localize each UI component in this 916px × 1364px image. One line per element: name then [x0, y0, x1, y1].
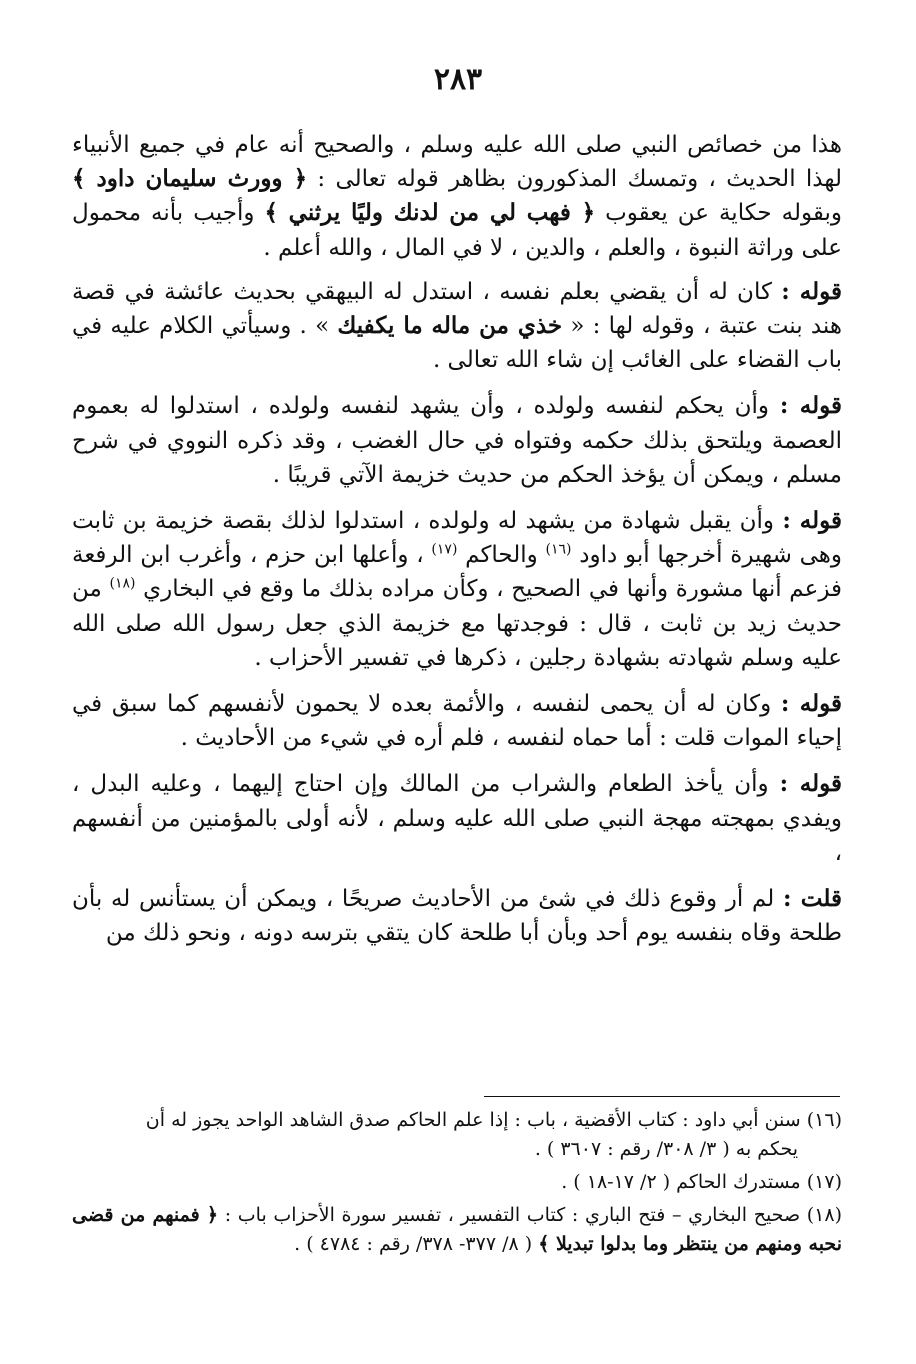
quran-quote: ﴿ وورث سليمان داود ﴾: [72, 165, 308, 193]
paragraph-lead: قوله :: [779, 392, 842, 420]
footnote-text: ( ٨/ ٣٧٧- ٣٧٨/ رقم : ٤٧٨٤ ) .: [294, 1233, 539, 1255]
text-run: » . وسيأتي الكلام عليه في باب القضاء على الغائب إن شاء الله تعالى .: [72, 313, 842, 374]
footnote-18: [72, 1201, 842, 1259]
text-run: وأن يقبل شهادة من يشهد له ولولده ، استدلوا لذلك بقصة خزيمة بن ثابت وهى شهيرة أخرجها أبو داود: [72, 508, 843, 569]
text-run: وكان له أن يحمى لنفسه ، والأئمة بعده لا يحمون لأنفسهم كما سبق في إحياء الموات قلت : أما حماه لنفسه ، فلم أره في شيء من الأحاديث .: [72, 691, 842, 752]
paragraph-lead: قوله :: [780, 690, 842, 718]
page-number: ٢٨٣: [433, 62, 483, 97]
quran-quote: ﴿ فهب لي من لدنك وليًا يرثني ﴾: [264, 199, 596, 227]
text-run: ، وأعلها ابن حزم ، وأغرب ابن الرفعة فزعم أنها مشورة وأنها في الصحيح ، وكأن مراده بذلك ما وقع في البخاري: [72, 542, 843, 603]
text-run: من حديث زيد بن ثابت ، قال : فوجدتها مع خزيمة الذي جعل رسول الله صلى الله عليه وسلم شهادته بشهادة رجلين ، ذكرها في تفسير الأحزاب .: [72, 576, 842, 671]
text-run: لم أر وقوع ذلك في شئ من الأحاديث صريحًا ، ويمكن أن يستأنس له بأن طلحة وقاه بنفسه يوم أحد وبأن أبا طلحة كان يتقي بترسه دونه ، ونحو ذلك من: [72, 886, 842, 947]
paragraph-lead: قلت :: [782, 885, 842, 913]
footnote-text: (١٧) مستدرك الحاكم ( ٢/ ١٧-١٨ ) .: [561, 1171, 842, 1193]
text-run: والحاكم: [457, 542, 546, 569]
footnote-text: (١٦) سنن أبي داود : كتاب الأقضية ، باب : إذا علم الحاكم صدق الشاهد الواحد يجوز له أن: [145, 1109, 842, 1131]
text-run: وأن يأخذ الطعام والشراب من المالك وإن احتاج إليهما ، وعليه البدل ، ويفدي بمهجته مهجة النبي صلى الله عليه وسلم ، لأنه أولى بالمؤمنين من أنفسهم ،: [72, 771, 842, 866]
footnotes: [72, 1106, 842, 1263]
main-text: [72, 128, 842, 962]
footnote-text: يحكم به ( ٣/ ٣٠٨/ رقم : ٣٦٠٧ ) .: [534, 1138, 798, 1160]
paragraph-lead: قوله :: [781, 277, 842, 305]
paragraph-lead: قوله :: [779, 770, 843, 798]
footnote-ref-17[interactable]: (١٧): [431, 541, 458, 558]
paragraph-7: [72, 882, 842, 950]
text-run: وبقوله حكاية عن يعقوب: [595, 200, 843, 227]
hadith-quote: خذي من ماله ما يكفيك: [337, 312, 563, 340]
footnote-16: [72, 1106, 842, 1164]
text-run: كان له أن يقضي بعلم نفسه ، استدل له البيهقي بحديث عائشة في قصة هند بنت عتبة ، وقوله لها : «: [72, 278, 842, 340]
paragraph-1: [72, 128, 842, 265]
footnote-ref-18[interactable]: (١٨): [109, 575, 136, 592]
footnote-ref-16[interactable]: (١٦): [545, 541, 572, 558]
footnote-text: (١٨) صحيح البخاري – فتح الباري : كتاب التفسير ، تفسير سورة الأحزاب باب :: [218, 1204, 842, 1226]
paragraph-2: [72, 275, 842, 378]
footnote-divider: [484, 1096, 840, 1097]
footnote-17: [72, 1168, 842, 1197]
quran-quote: ﴿ فمنهم من قضى نحبه ومنهم من ينتظر وما بدلوا تبديلا ﴾: [72, 1204, 842, 1255]
paragraph-3: [72, 389, 842, 492]
text-run: وأجيب بأنه محمول على وراثة النبوة ، والعلم ، والدين ، لا في المال ، والله أعلم .: [72, 200, 842, 261]
text-run: هذا من خصائص النبي صلى الله عليه وسلم ، والصحيح أنه عام في جميع الأنبياء لهذا الحديث ، وتمسك المذكورون بظاهر قوله تعالى :: [72, 132, 842, 193]
paragraph-lead: قوله :: [782, 507, 843, 535]
paragraph-5: [72, 687, 842, 755]
paragraph-6: [72, 767, 842, 870]
text-run: وأن يحكم لنفسه ولولده ، وأن يشهد لنفسه ولولده ، استدلوا له بعموم العصمة ويلتحق بذلك حكمه وفتواه في حال الغضب ، وقد ذكره النووي في شرح مسلم ، ويمكن أن يؤخذ الحكم من حديث خزيمة الآتي قريبًا .: [72, 393, 842, 488]
paragraph-4: [72, 504, 842, 675]
